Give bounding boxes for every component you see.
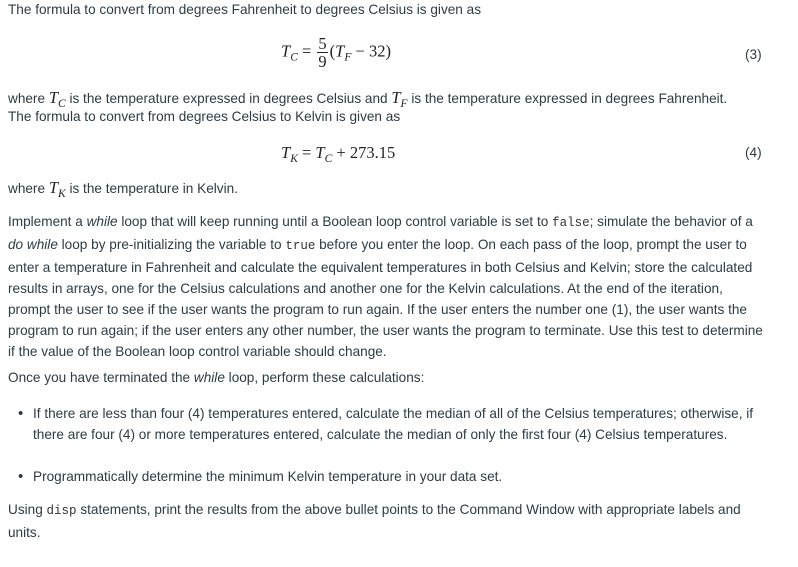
eq3-tc-sub: C: [290, 51, 298, 64]
bullet-minimum-kelvin: • Programmatically determine the minimum Kelvin temperature in your data set.: [8, 466, 758, 487]
implement-p2: loop that will keep running until a Boolean loop control variable is set to: [117, 214, 553, 229]
eq3-tf-symbol: T: [335, 41, 345, 61]
eq3-tf-sub: F: [344, 51, 352, 64]
once-while-keyword: while: [193, 370, 225, 385]
eq3-open-paren: (: [329, 41, 336, 61]
do-while-keyword: do while: [8, 237, 58, 252]
eq4-plus-term: + 273.15: [332, 143, 396, 162]
eq3-frac-den: 9: [318, 52, 327, 72]
using-p1: Using: [8, 502, 47, 517]
eq3-minus-term: − 32): [351, 41, 391, 61]
where-k-post: is the temperature in Kelvin.: [65, 181, 238, 196]
eq4-tk-sub: K: [290, 153, 298, 165]
eq3-fraction: [317, 35, 327, 71]
implement-p5: before you enter the loop. On each pass of the loop, prompt the user to enter a temperature in Fahrenheit and calculate the equivalent temperatures in both Celsius and Kelvin; store the calculated results in arrays, one for the Celsius calculations and another one for the Kelvin calculations. At the end of the iteration, prompt the user to see if the user wants the program to run again. If the user enters the number one (1), the user wants the program to run again; if the user enters any other number, the user wants the program to terminate. Use this test to determine if the value of the Boolean loop control variable should change.: [8, 237, 763, 359]
where-celsius-text: [8, 88, 727, 110]
eq3-equals: =: [301, 41, 312, 61]
where-k-pre: where: [8, 181, 49, 196]
while-keyword: while: [86, 214, 118, 229]
equation-celsius: [281, 35, 391, 71]
where-post: is the temperature expressed in degrees Fahrenheit.: [407, 91, 728, 106]
false-code: false: [552, 216, 590, 230]
where-tk-symbol: T: [48, 178, 58, 197]
implement-p4: loop by pre-initializing the variable to: [57, 237, 286, 252]
once-p1: Once you have terminated the: [8, 370, 194, 385]
eq4-tc-symbol: T: [315, 143, 325, 162]
equation-kelvin: [281, 143, 395, 165]
equation-number-3: (3): [745, 47, 762, 62]
eq3-tc-symbol: T: [281, 41, 291, 61]
where-pre: where: [8, 91, 49, 106]
eq4-tk-symbol: T: [281, 143, 291, 162]
where-tc-sub: C: [58, 98, 66, 110]
implement-p1: Implement a: [8, 214, 87, 229]
intro-kelvin-text: The formula to convert from degrees Celsius to Kelvin is given as: [8, 109, 401, 124]
where-mid: is the temperature expressed in degrees Celsius and: [65, 91, 392, 106]
implement-paragraph: [8, 211, 768, 362]
where-kelvin-text: [8, 178, 238, 200]
disp-code: disp: [46, 504, 77, 518]
where-tk-sub: K: [58, 188, 66, 200]
true-code: true: [285, 239, 316, 253]
where-tc-symbol: T: [48, 88, 58, 107]
intro-celsius-text: The formula to convert from degrees Fahrenheit to degrees Celsius is given as: [8, 2, 481, 17]
equation-number-4: (4): [745, 145, 762, 160]
eq3-frac-num: 5: [318, 34, 327, 53]
bullet-median: • If there are less than four (4) temperatures entered, calculate the median of all of the Celsius temperatures; otherwise, if there are four (4) or more temperatures entered, calculate the median of only the first four (4) Celsius temperatures.: [8, 403, 758, 445]
where-tf-sub: F: [400, 98, 408, 110]
implement-p3: ; simulate the behavior of a: [589, 214, 753, 229]
once-p2: loop, perform these calculations:: [224, 370, 425, 385]
where-tf-symbol: T: [391, 88, 401, 107]
using-p2: statements, print the results from the above bullet points to the Command Window with appropriate labels and units.: [8, 502, 741, 540]
eq4-tc-sub: C: [324, 153, 333, 165]
eq4-equals: =: [297, 143, 316, 162]
using-paragraph: [8, 499, 768, 543]
once-paragraph: [8, 370, 424, 385]
